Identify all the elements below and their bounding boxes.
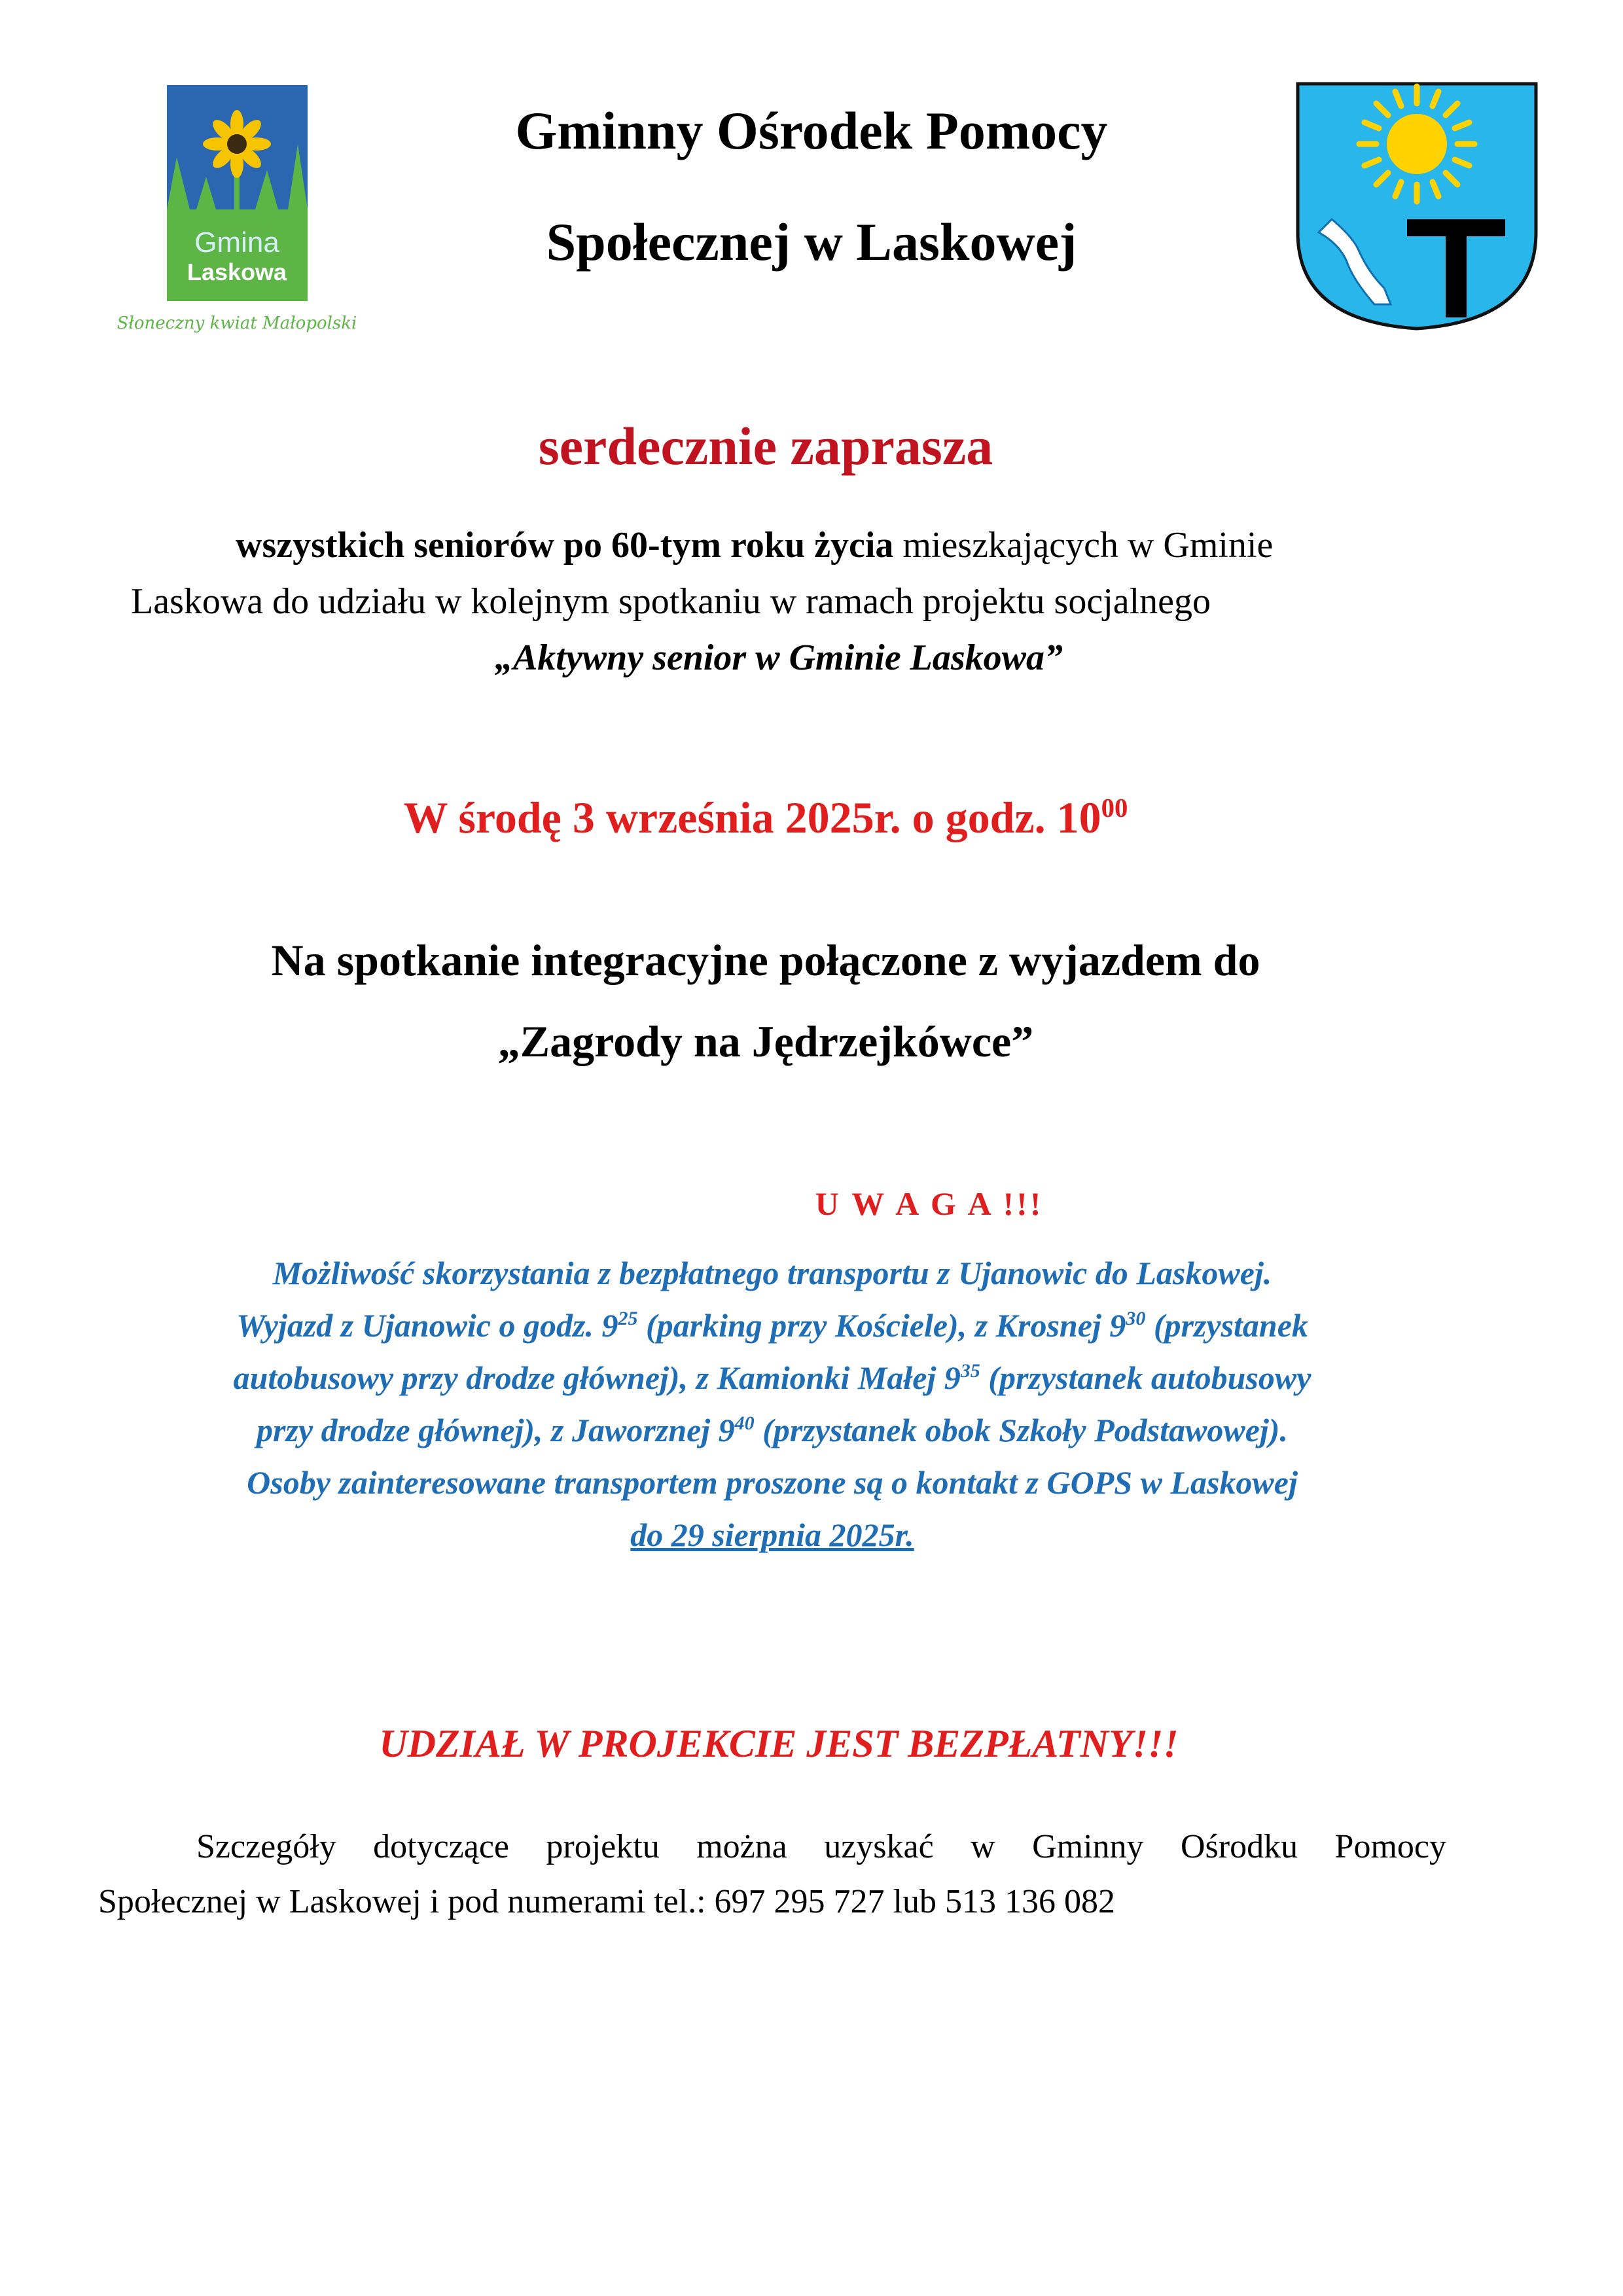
title-line-2: Społecznej w Laskowej xyxy=(546,212,1077,272)
intro-line-2: Laskowa do udziału w kolejnym spotkaniu w ramach projektu socjalnego xyxy=(131,581,1211,622)
title-line-1: Gminny Ośrodek Pomocy xyxy=(515,101,1108,160)
gmina-laskowa-logo-graphic xyxy=(92,79,399,353)
gmina-laskowa-logo xyxy=(92,79,399,353)
transport-line-1: Możliwość skorzystania z bezpłatnego transportu z Ujanowic do Laskowej. xyxy=(272,1255,1272,1291)
page-title xyxy=(393,75,1230,298)
free-participation-notice: UDZIAŁ W PROJEKCIE JEST BEZPŁATNY!!! xyxy=(379,1722,1179,1765)
meeting-line-1: Na spotkanie integracyjne połączone z wyjazdem do xyxy=(271,935,1260,985)
t4a: przy drodze głównej), z Jaworznej 9 xyxy=(257,1412,735,1448)
coat-of-arms-graphic xyxy=(1293,79,1541,334)
t4s: 40 xyxy=(734,1412,755,1434)
details-line-2: Społecznej w Laskowej i pod numerami tel.: 697 295 727 lub 513 136 082 xyxy=(98,1883,1115,1920)
intro-paragraph xyxy=(131,517,1440,686)
logo-text-gmina: Gmina xyxy=(194,226,279,259)
invite-heading: serdecznie zaprasza xyxy=(538,416,993,476)
logo-text-laskowa: Laskowa xyxy=(187,259,287,285)
t3a: autobusowy przy drodze głównej), z Kamionki Małej 9 xyxy=(233,1359,961,1396)
transport-notice xyxy=(105,1247,1440,1561)
t4b: (przystanek obok Szkoły Podstawowej). xyxy=(754,1412,1288,1448)
transport-line-5: Osoby zainteresowane transportem proszone są o kontakt z GOPS w Laskowej xyxy=(247,1464,1298,1501)
project-name: „Aktywny senior w Gminie Laskowa” xyxy=(494,637,1063,678)
sun-icon xyxy=(1359,86,1474,202)
laskowa-coat-of-arms xyxy=(1293,79,1541,334)
t2b: (parking przy Kościele), z Krosnej 9 xyxy=(637,1307,1126,1344)
notice-title: U W A G A !!! xyxy=(815,1185,1044,1222)
transport-deadline-line xyxy=(105,1509,1440,1561)
details-line-1: Szczegóły dotyczące projektu można uzyskać w Gminny Ośrodku Pomocy xyxy=(196,1828,1446,1865)
meeting-line-2: „Zagrody na Jędrzejkówce” xyxy=(497,1016,1034,1066)
t2s1: 25 xyxy=(618,1308,638,1329)
event-date-text: W środę 3 września 2025r. o godz. 10 xyxy=(403,793,1101,842)
t3b: (przystanek autobusowy xyxy=(980,1359,1311,1396)
transport-line-3 xyxy=(105,1352,1440,1404)
t2s2: 30 xyxy=(1126,1308,1146,1329)
transport-deadline: do 29 sierpnia 2025r. xyxy=(630,1516,914,1553)
event-date xyxy=(0,792,1531,844)
meeting-description xyxy=(0,920,1531,1082)
intro-line-1 xyxy=(131,517,1440,573)
t2c: (przystanek xyxy=(1145,1307,1308,1344)
event-time-minutes: 00 xyxy=(1101,793,1128,823)
transport-line-4 xyxy=(105,1404,1440,1456)
transport-line-2 xyxy=(105,1299,1440,1352)
t3s: 35 xyxy=(960,1360,980,1382)
intro-rest: mieszkających w Gminie xyxy=(893,525,1274,565)
details-paragraph xyxy=(98,1820,1446,1929)
intro-bold: wszystkich seniorów po 60-tym roku życia xyxy=(236,525,894,565)
t2a: Wyjazd z Ujanowic o godz. 9 xyxy=(236,1307,618,1344)
logo-tagline: Słoneczny kwiat Małopolski xyxy=(116,314,357,333)
